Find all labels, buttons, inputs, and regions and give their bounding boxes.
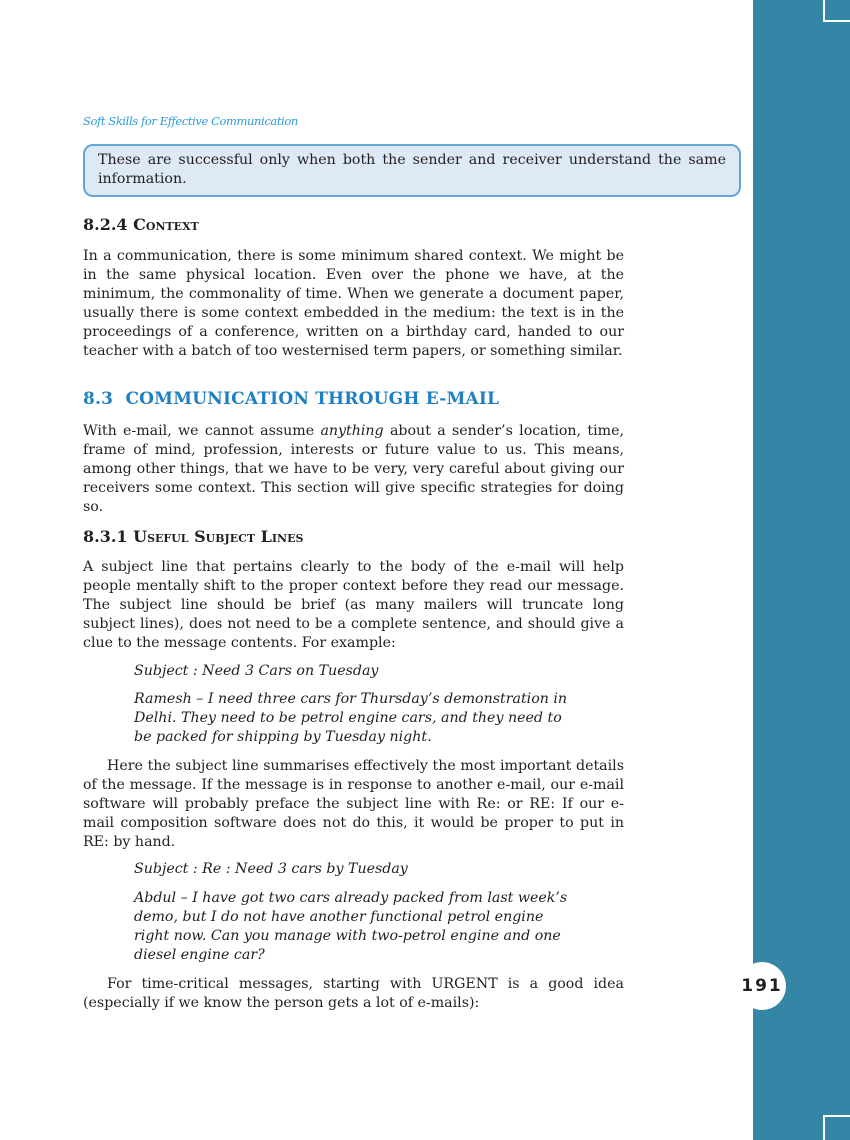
example-2-subject: Subject : Re : Need 3 cars by Tuesday [134,861,408,877]
paragraph-text: about a sender’s location, time, frame of mind, profession, interests or future value to us. This means, among other things, that we have to be very, very careful about giving our receivers some context. This section will give specific strategies for doing so. [83,423,624,515]
section-heading-8-3-1 [83,527,303,547]
section-heading-8-3 [83,388,499,410]
section-title: COMMUNICATION THROUGH E-MAIL [125,389,500,409]
running-head: Soft Skills for Effective Communication [83,114,298,128]
crop-mark-top [823,0,850,22]
page-number: 191 [738,962,786,1010]
section-number: 8.3 [83,389,114,409]
paragraph-subject-lines: A subject line that pertains clearly to the body of the e-mail will help people mentally shift to the proper context before they read our message. The subject line should be brief (as many mailers will truncate long subject lines), does not need to be a complete sentence, and should give a clue to the message contents. For example: [83,559,624,651]
example-2-body: Abdul – I have got two cars already packed from last week’s demo, but I do not have another functional petrol engine right now. Can you manage with two-petrol engine and one diesel engine car? [134,890,568,963]
example-1-subject: Subject : Need 3 Cars on Tuesday [134,663,379,679]
callout-box: These are successful only when both the sender and receiver understand the same information. [83,144,741,197]
emphasis-text: anything [320,423,384,439]
paragraph-summary: Here the subject line summarises effectively the most important details of the message. If the message is in response to another e-mail, our e-mail software will probably preface the subject line with Re: or RE: If our e-mail composition software does not do this, it would be proper to put in RE: by hand. [83,758,624,850]
crop-mark-bottom [823,1115,850,1140]
example-1-body: Ramesh – I need three cars for Thursday’s demonstration in Delhi. They need to be petrol engine cars, and they need to be packed for shipping by Tuesday night. [134,691,568,745]
paragraph-text: With e-mail, we cannot assume [83,423,321,439]
section-number: 8.3.1 [83,527,128,546]
paragraph-urgent: For time-critical messages, starting with URGENT is a good idea (especially if we know the person gets a lot of e-mails): [83,976,624,1011]
paragraph-context: In a communication, there is some minimum shared context. We might be in the same physical location. Even over the phone we have, at the minimum, the commonality of time. When we generate a document paper, usually there is some context embedded in the medium: the text is in the proceedings of a conference, written on a birthday card, handed to our teacher with a batch of too westernised term papers, or something similar. [83,248,624,359]
section-heading-8-2-4 [83,215,199,235]
section-number: 8.2.4 [83,215,128,234]
section-title: Context [133,215,199,234]
paragraph-email [83,422,624,517]
section-title: Useful Subject Lines [133,527,304,546]
